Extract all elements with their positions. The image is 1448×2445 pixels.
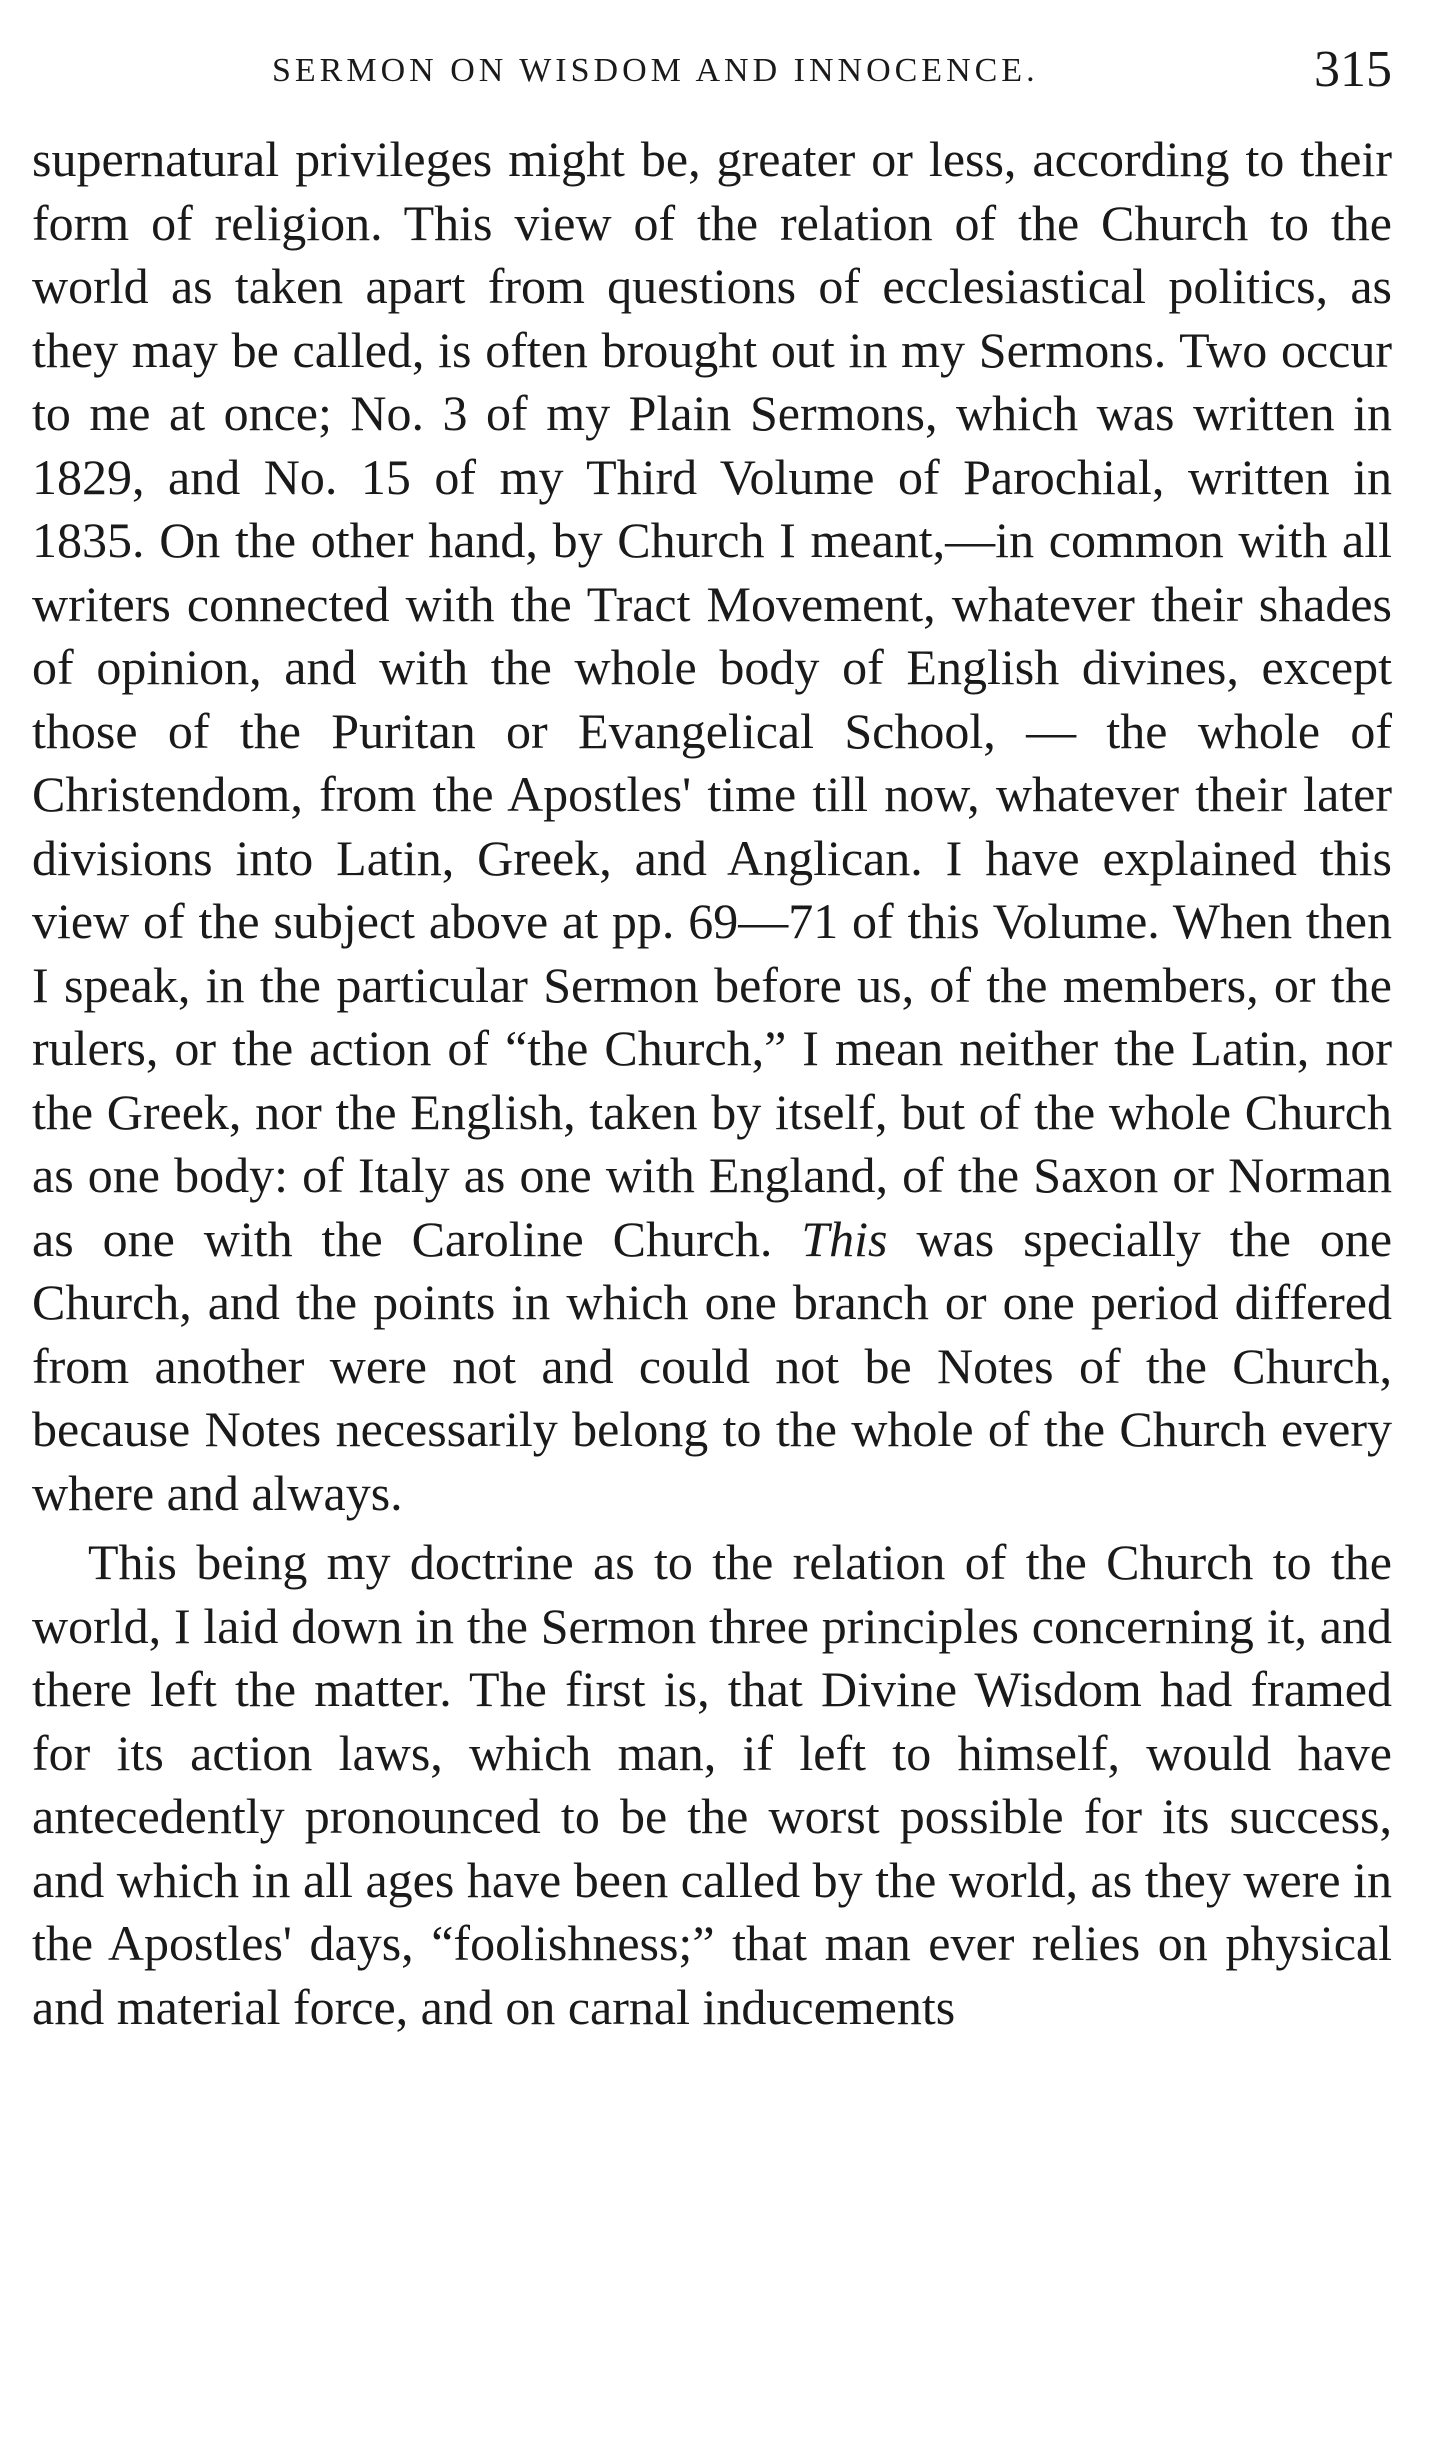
paragraph-1-text-before: supernatural privileges might be, greater or less, according to their form of religion. This view of the relation of the Church to the world as taken apart from questions of ecclesiastical politics, as they may be called, is often brought out in my Sermons. Two occur to me at once; No. 3 of my Plain Sermons, which was written in 1829, and No. 15 of my Third Volume of Parochial, written in 1835. On the other hand, by Church I meant,—in common with all writers connected with the Tract Movement, whatever their shades of opinion, and with the whole body of English divines, except those of the Puritan or Evangelical School, — the whole of Christendom, from the Apostles' time till now, whatever their later divisions into Latin, Greek, and Anglican. I have explained this view of the subject above at pp. 69—71 of this Volume. When then I speak, in the particular Sermon before us, of the members, or the rulers, or the action of “the Church,” I mean neither the Latin, nor the Greek, nor the English, taken by itself, but of the whole Church as one body: of Italy as one with England, of the Saxon or Norman as one with the Caroline Church.	[32, 131, 1392, 1267]
paragraph-1-emphasis: This	[801, 1210, 888, 1267]
paragraph-2: This being my doctrine as to the relation of the Church to the world, I laid down in the Sermon three principles concerning it, and there left the matter. The first is, that Divine Wisdom had framed for its action laws, which man, if left to himself, would have antecedently pronounced to be the worst possible for its success, and which in all ages have been called by the world, as they were in the Apostles' days, “foolishness;” that man ever relies on physical and material force, and on carnal inducements	[32, 1534, 1392, 2035]
paragraph-1-text-after: was specially the one Church, and the points in which one branch or one period differed from another were not and could not be Notes of the Church, because Notes necessarily belong to the whole of the Church every where and always.	[32, 1210, 1393, 1521]
running-title: SERMON ON WISDOM AND INNOCENCE.	[272, 52, 1039, 89]
page-number: 315	[1314, 41, 1392, 98]
book-page	[32, 40, 1392, 2039]
running-head	[32, 40, 1392, 104]
paragraph-1	[32, 128, 1392, 1525]
body-text	[32, 128, 1392, 2039]
